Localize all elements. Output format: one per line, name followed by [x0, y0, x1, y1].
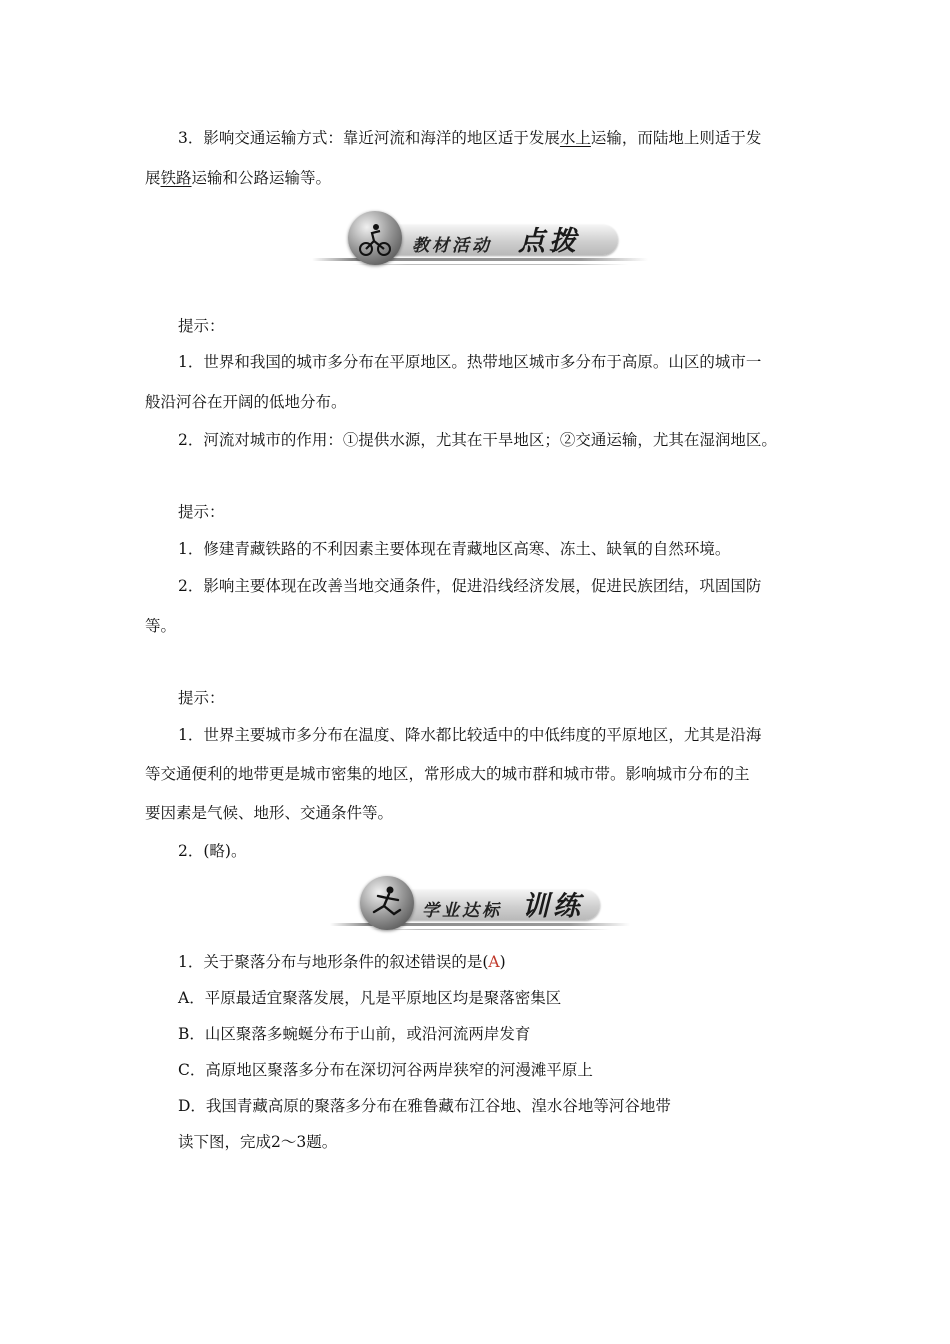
jumping-runner-icon — [360, 876, 414, 930]
paragraph-line: 等交通便利的地带更是城市密集的地区，常形成大的城市群和城市带。影响城市分布的主 — [145, 765, 750, 783]
paragraph-line: 1．修建青藏铁路的不利因素主要体现在青藏地区高寒、冻土、缺氧的自然环境。 — [178, 540, 731, 558]
banner-label: 学业达标 — [422, 901, 502, 921]
option-b: B．山区聚落多蜿蜒分布于山前，或沿河流两岸发育 — [178, 1025, 531, 1043]
paragraph-line: 般沿河谷在开阔的低地分布。 — [145, 393, 347, 411]
text-segment: 3．影响交通运输方式：靠近河流和海洋的地区适于发展 — [178, 129, 560, 147]
text-segment: 运输，而陆地上则适于发 — [590, 129, 762, 147]
banner-label: 教材活动 — [412, 236, 492, 256]
hint-label: 提示： — [178, 317, 225, 335]
paragraph-line — [145, 168, 331, 188]
option-d: D．我国青藏高原的聚落多分布在雅鲁藏布江谷地、湟水谷地等河谷地带 — [178, 1097, 671, 1115]
instruction-line: 读下图，完成2～3题。 — [178, 1133, 338, 1151]
paragraph-line: 要因素是气候、地形、交通条件等。 — [145, 804, 394, 822]
option-c: C．高原地区聚落多分布在深切河谷两岸狭窄的河漫滩平原上 — [178, 1061, 593, 1079]
hint-label: 提示： — [178, 503, 225, 521]
paragraph-line: 2．(略)。 — [178, 842, 247, 860]
hint-label: 提示： — [178, 689, 225, 707]
underlined-term: 铁路 — [160, 169, 192, 187]
paragraph-line: 2．影响主要体现在改善当地交通条件，促进沿线经济发展，促进民族团结，巩固国防 — [178, 577, 762, 595]
text-segment: 展 — [145, 169, 161, 187]
underlined-term: 水上 — [559, 129, 591, 147]
paragraph-line: 1．世界主要城市多分布在温度、降水都比较适中的中低纬度的平原地区，尤其是沿海 — [178, 726, 762, 744]
section-banner-academic-practice — [330, 872, 630, 932]
paragraph-line: 2．河流对城市的作用：①提供水源，尤其在干旱地区；②交通运输，尤其在湿润地区。 — [178, 431, 777, 449]
section-banner-textbook-activity — [312, 207, 648, 267]
answer-mark: A — [488, 953, 500, 971]
question-text: ) — [499, 953, 506, 971]
question-1 — [178, 952, 506, 972]
cyclist-icon — [348, 211, 402, 265]
paragraph-line — [178, 128, 761, 148]
banner-title: 点拨 — [518, 226, 580, 257]
text-segment: 运输和公路运输等。 — [191, 169, 332, 187]
paragraph-line: 等。 — [145, 617, 177, 635]
paragraph-line: 1．世界和我国的城市多分布在平原地区。热带地区城市多分布于高原。山区的城市一 — [178, 353, 762, 371]
banner-title: 训练 — [522, 891, 584, 922]
question-text: 1．关于聚落分布与地形条件的叙述错误的是( — [178, 953, 489, 971]
option-a: A．平原最适宜聚落发展，凡是平原地区均是聚落密集区 — [178, 989, 562, 1007]
